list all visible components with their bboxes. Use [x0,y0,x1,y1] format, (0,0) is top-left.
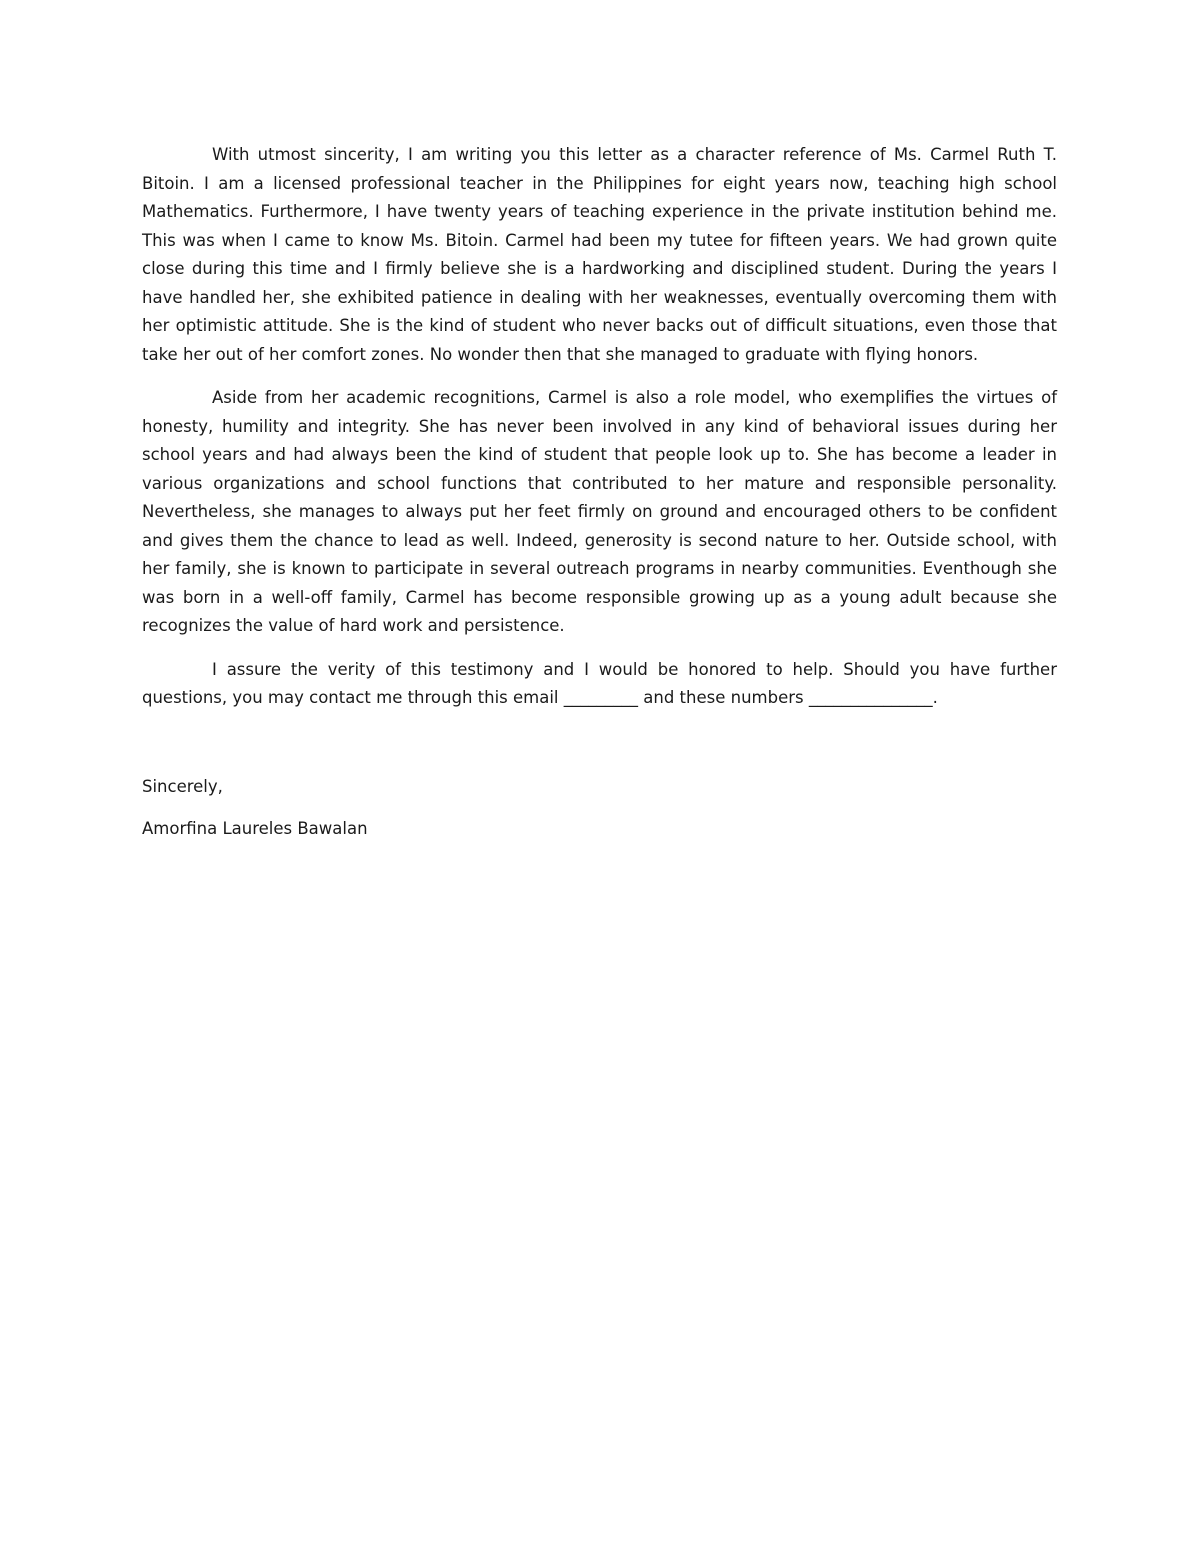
paragraph-character: Aside from her academic recognitions, Carmel is also a role model, who exemplifies the virtues of honesty, humility and integrity. She has never been involved in any kind of behavioral issues during her school years and had always been the kind of student that people look up to. She has become a leader in various organizations and school functions that contributed to her mature and responsible personality. Nevertheless, she manages to always put her feet firmly on ground and encouraged others to be confident and gives them the chance to lead as well. Indeed, generosity is second nature to her. Outside school, with her family, she is known to participate in several outreach programs in nearby communities. Eventhough she was born in a well-off family, Carmel has become responsible growing up as a young adult because she recognizes the value of hard work and persistence. [142,388,1057,635]
letter-body [142,141,1057,858]
signature-name: Amorfina Laureles Bawalan [142,819,368,838]
paragraph-contact: I assure the verity of this testimony and I would be honored to help. Should you have further questions, you may contact me through this email _________ and these numbers _______________. [142,659,1057,707]
letter-closing-block [142,773,1057,844]
letter-closing: Sincerely, [142,776,223,796]
paragraph-introduction: With utmost sincerity, I am writing you this letter as a character reference of Ms. Carmel Ruth T. Bitoin. I am a licensed professional teacher in the Philippines for eight years now, teaching high school Mathematics. Furthermore, I have twenty years of teaching experience in the private institution behind me. This was when I came to know Ms. Bitoin. Carmel had been my tutee for fifteen years. We had grown quite close during this time and I firmly believe she is a hardworking and disciplined student. During the years I have handled her, she exhibited patience in dealing with her weaknesses, eventually overcoming them with her optimistic attitude. She is the kind of student who never backs out of difficult situations, even those that take her out of her comfort zones. No wonder then that she managed to graduate with flying honors. [142,145,1057,364]
